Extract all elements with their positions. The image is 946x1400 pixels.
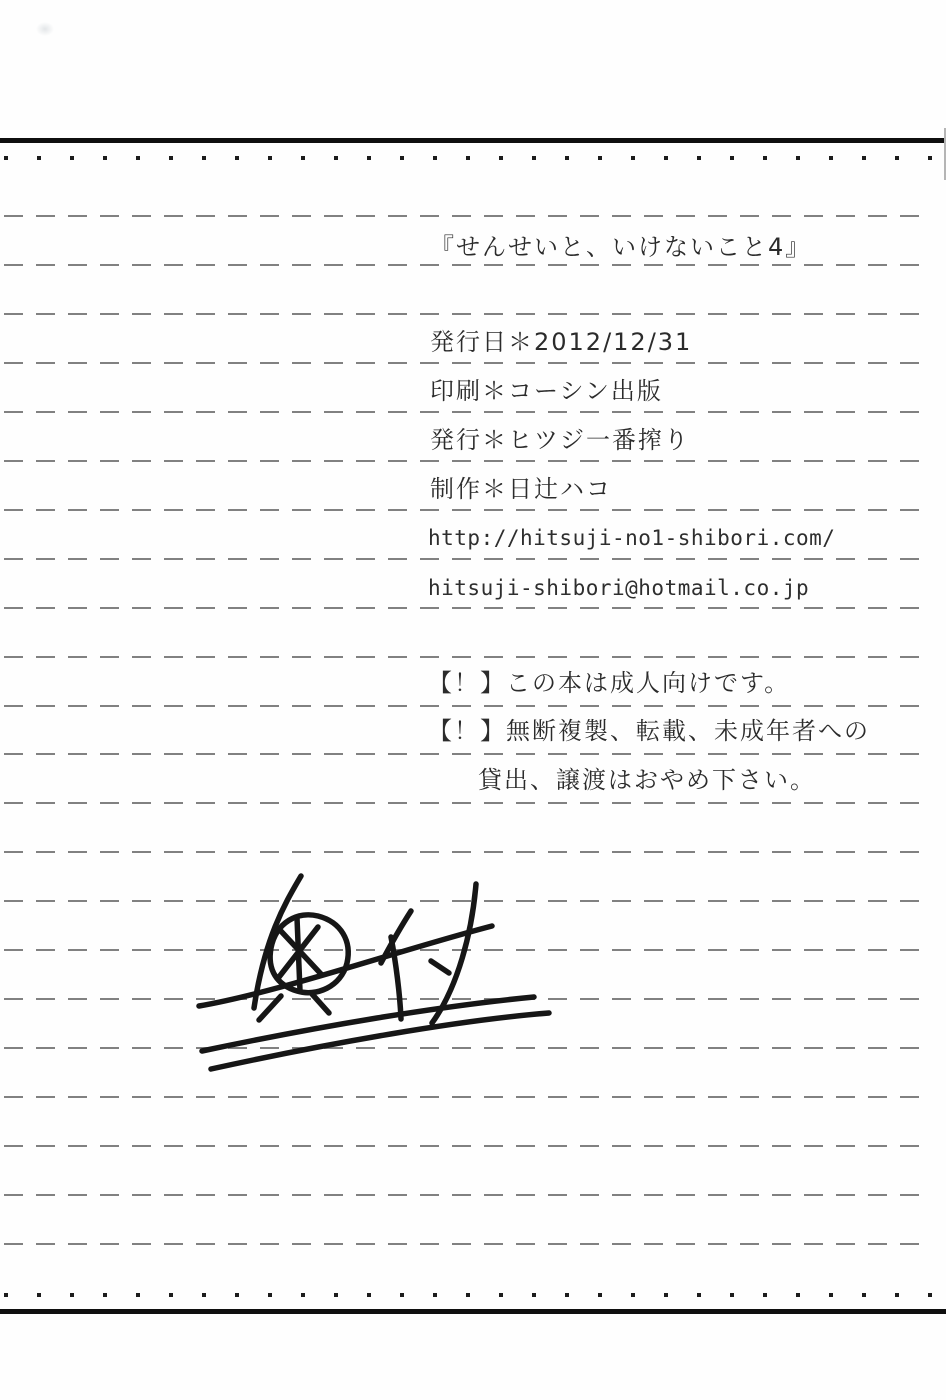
bottom-dot-row bbox=[4, 1293, 940, 1297]
ruled-line bbox=[4, 802, 932, 804]
ruled-line bbox=[4, 1096, 932, 1098]
ruled-line bbox=[4, 558, 932, 560]
ruled-line bbox=[4, 362, 932, 364]
no-lending-notice-line: 貸出、譲渡はおやめ下さい。 bbox=[478, 766, 816, 794]
book-title: 『せんせいと、いけないこと4』 bbox=[430, 233, 812, 261]
okuzuke-signature-text bbox=[0, 0, 1, 1]
ruled-line bbox=[4, 607, 932, 609]
ruled-line bbox=[4, 264, 932, 266]
top-border-line bbox=[0, 138, 946, 143]
ruled-line bbox=[4, 460, 932, 462]
ruled-line bbox=[4, 656, 932, 658]
ruled-line bbox=[4, 411, 932, 413]
email-address: hitsuji-shibori@hotmail.co.jp bbox=[428, 576, 810, 600]
bottom-border-line bbox=[0, 1309, 946, 1314]
ruled-line bbox=[4, 215, 932, 217]
ruled-line bbox=[4, 1145, 932, 1147]
ruled-line bbox=[4, 509, 932, 511]
no-reproduction-notice-line: 【！】無断複製、転載、未成年者への bbox=[428, 717, 870, 745]
ruled-line bbox=[4, 313, 932, 315]
publisher-line: 発行＊ヒツジ一番搾り bbox=[430, 426, 690, 454]
author-line: 制作＊日辻ハコ bbox=[430, 475, 612, 503]
publish-date-line: 発行日＊2012/12/31 bbox=[430, 328, 693, 356]
ruled-line bbox=[4, 1243, 932, 1245]
ruled-line bbox=[4, 705, 932, 707]
scan-smudge bbox=[36, 22, 54, 36]
adult-notice-line: 【！】この本は成人向けです。 bbox=[428, 669, 791, 697]
ruled-line bbox=[4, 753, 932, 755]
ruled-line bbox=[4, 1194, 932, 1196]
website-url: http://hitsuji-no1-shibori.com/ bbox=[428, 526, 836, 550]
printer-line: 印刷＊コーシン出版 bbox=[430, 377, 663, 405]
okuzuke-signature bbox=[185, 853, 565, 1083]
top-dot-row bbox=[4, 156, 940, 160]
